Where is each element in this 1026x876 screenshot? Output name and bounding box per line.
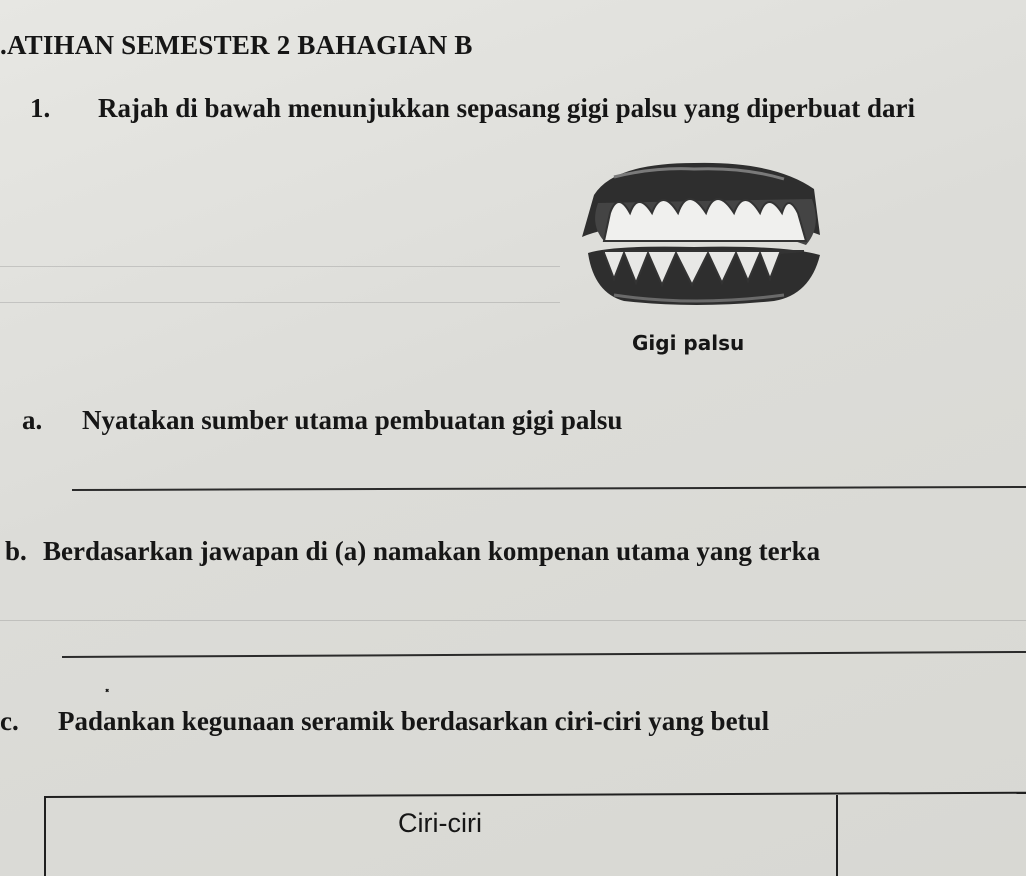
dentures-icon bbox=[574, 155, 826, 315]
table-header-ciri-ciri: Ciri-ciri bbox=[398, 808, 482, 838]
question-1 bbox=[30, 93, 915, 124]
table-column-divider bbox=[836, 795, 838, 876]
ruled-line bbox=[0, 266, 560, 267]
part-c-label: c. bbox=[0, 706, 19, 736]
figure-caption: Gigi palsu bbox=[632, 331, 745, 355]
question-number: 1. bbox=[30, 93, 51, 123]
answer-line-b[interactable] bbox=[62, 651, 1026, 658]
question-part-a bbox=[22, 405, 622, 436]
worksheet-heading: .ATIHAN SEMESTER 2 BAHAGIAN B bbox=[0, 30, 473, 60]
part-a-text: Nyatakan sumber utama pembuatan gigi palsu bbox=[82, 405, 623, 435]
table-top-border bbox=[44, 792, 1026, 798]
part-b-text: Berdasarkan jawapan di (a) namakan kompenan utama yang terka bbox=[43, 536, 821, 566]
part-c-text: Padankan kegunaan seramik berdasarkan ciri-ciri yang betul bbox=[58, 706, 770, 736]
ruled-line bbox=[0, 620, 1026, 621]
answer-line-a[interactable] bbox=[72, 486, 1026, 491]
part-b-label: b. bbox=[5, 536, 27, 566]
stray-mark: ⸼ bbox=[106, 675, 110, 692]
ruled-line bbox=[0, 302, 560, 303]
part-a-label: a. bbox=[22, 405, 43, 435]
question-part-b bbox=[5, 536, 820, 567]
question-part-c bbox=[0, 706, 769, 737]
question-text: Rajah di bawah menunjukkan sepasang gigi palsu yang diperbuat dari bbox=[98, 93, 916, 123]
